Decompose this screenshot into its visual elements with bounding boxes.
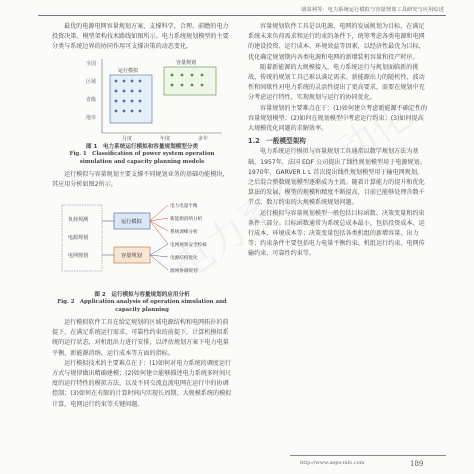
fig1-planning-box (164, 67, 216, 95)
figure-2 (52, 193, 232, 289)
fig1-x2: 年度 (160, 135, 171, 141)
header-rule (38, 15, 446, 16)
fig2-right-0: 电力电量平衡 (170, 203, 198, 209)
paragraph: 运行模拟软件工具在给定规划的区域电源结构和电网拓扑的前提下，在满足系统运行需求、可靠性约束的前提下，计算机模拟系统的运行状态，对机组出力进行安排，以评估规划方案下电力电量平衡、新能源消纳、运行成本等方面的指标。 (52, 319, 229, 357)
fig1-y1: 全国 (86, 60, 97, 67)
fig2-right-items (170, 202, 207, 274)
fig2-caption-cn: 图 2 运行模拟与容量规划的应用分析 (94, 291, 190, 298)
fig1-x1: 月度 (122, 135, 133, 141)
paragraph: 运行模拟与容量规划主要支撑不同规划业务的基础功能模块，其应用分析如图2所示。 (52, 171, 229, 189)
fig1-y2: 区域 (86, 78, 97, 85)
fig2-connectors-operation (150, 205, 168, 244)
fig2-right-4: 电源结构优化 (170, 255, 198, 261)
fig2-left-0: 负荷预测 (68, 216, 89, 223)
figure-1 (52, 55, 232, 141)
paragraph: 随着新能源的大规模接入，电力系统运行与规划面临新的挑战，传统的规划工具已难以满足需求。新能源出力的随机性、波动性和间歇性对电力系统的灵活性提出了更高要求，需要在规划中充分考虑运行特性，实现规划与运行的协同优化。 (248, 63, 425, 102)
fig2-right-2: 系统调峰分析 (170, 229, 198, 235)
footer-rule (290, 455, 446, 456)
fig2-right-5: 源网协调规划 (170, 268, 198, 274)
fig1-x3: 多年 (198, 135, 209, 141)
left-column (52, 22, 232, 410)
fig1-caption-cn: 图 1 电力系统运行模拟和容量规划模型分类 (85, 143, 199, 150)
figure-1-caption (52, 144, 232, 167)
fig1-box2-label: 容量规划 (176, 59, 197, 66)
figure-2-diagram (52, 193, 232, 289)
figure-2-caption (52, 292, 232, 315)
fig1-y4: 地市 (86, 114, 97, 121)
footer-url[interactable]: http://www.aeps-info.com (300, 460, 365, 466)
paragraph: 最优的电源电网容量规划方案、支撑科学、合理、前瞻的电力投资决策、模型架构技术路线如图所示。电力系统规划模型的主要分类与系统边界的协同作用可支撑决策的动态变化。 (52, 23, 229, 51)
fig2-right-3: 电网规划安全校核 (170, 242, 207, 248)
fig2-caption-en-2: capacity planning (115, 306, 169, 313)
paragraph: 运行模拟与容量规划模型一般包括目标函数、决策变量和约束条件三部分。目标函数通常为系统总成本最小，包括投资成本、运行成本、环境成本等；决策变量包括各类机组的新增容量、出力等；约束条件主要包括电力电量平衡约束、机组运行约束、电网传输约束、可靠性约束等。 (248, 209, 425, 258)
fig1-box1-label: 运行模拟 (118, 67, 139, 74)
fig1-caption-en-1: Fig. 1 Classification of power system operation (69, 151, 215, 158)
fig2-left-1: 电源规划 (68, 234, 89, 241)
fig2-center-1: 运行模拟 (121, 218, 142, 225)
fig1-caption-en-2: simulation and capacity planning models (79, 158, 205, 165)
paragraph: 容量规划的主要难点在于：(1)如何建立考虑新能源不确定性的容量规划模型；(2)如何在规划模型中考虑运行约束；(3)如何提高大规模优化问题的求解效率。 (248, 104, 428, 133)
section-heading: 1.2 一般模型架构 (248, 137, 306, 146)
fig2-right-1: 新能源消纳分析 (170, 216, 203, 222)
fig2-connectors-planning (150, 244, 168, 270)
paragraph: 电力系统运行模拟与容量规划工具通常以数学规划方法为基础，1957年，法国 EDF 公司提出了线性规划模型用于电源规划。1970年，GARVER L L 首次提出线性规划模型用于输电网规划，之后混合整数规划模型逐渐成为主流。随着计算能力的提升和优化算法的发展，模型的规模和精度不断提高，目前已能够处理含数千节点、数万约束的大规模系统规划问题。 (248, 148, 426, 207)
paragraph: 运行模拟技术的主要难点在于：(1)如何对电力系统的调度运行方式与规律做出精确建模；(2)如何建立能够描述电力系统多时间尺度的运行特性的模拟方法，以及不同交流直流电网在运行中的协调控制；(3)如何在有限的计算时间内实现长周期、大规模系统的模拟计算，电网运行约束等关键问题。 (52, 359, 232, 408)
figure-1-diagram (52, 55, 232, 141)
fig2-caption-en-1: Fig. 2 Application analysis of operation simulation and (57, 299, 227, 306)
right-column (248, 22, 428, 260)
running-head: 骆泉利等：电力系统运行模拟与容量规划工具研究与应用综述 (301, 7, 444, 13)
fig1-y3: 省级 (86, 96, 97, 103)
paragraph: 容量规划软件工具是以电源、电网的发展规划为目标，在满足系统未来负荷需求和运行约束的条件下，统筹考虑各类电源和电网的建设投资、运行成本、环境效益等因素，以经济性最优为目标，优化确定规划期内各类电源和电网的新增装机容量和投产时序。 (248, 23, 425, 61)
page-number: 189 (410, 460, 424, 468)
fig2-left-2: 电网规划 (68, 252, 89, 259)
fig2-center-2: 容量规划 (121, 252, 142, 259)
